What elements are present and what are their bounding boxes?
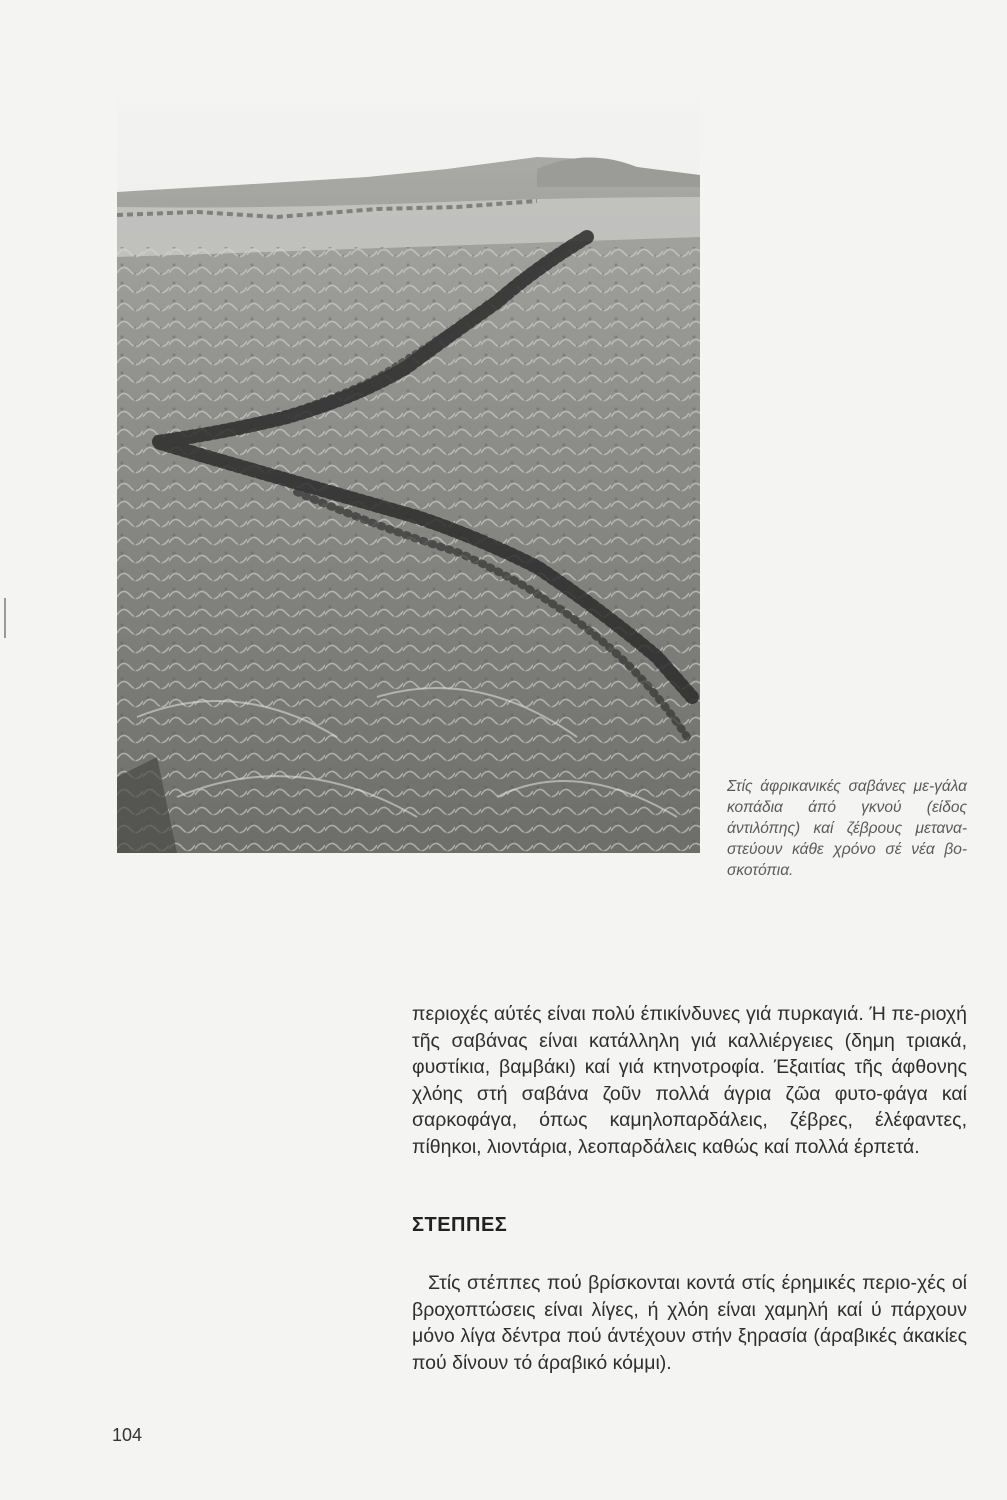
page-number: 104: [112, 1425, 143, 1445]
body-paragraph-2: Στίς στέππες πού βρίσκονται κοντά στίς έρημικές περιο-χές οί βροχοπτώσεις είναι λίγες, ή χλόη είναι χαμηλή καί ύ πάρχουν μόνο λίγα δέντρα πού άντέχουν στήν ξηρασία (άραβικές άκακίες πού δίνουν τό άραβικό κόμμι).: [412, 1272, 967, 1374]
section-heading: ΣΤΕΠΠΕΣ: [412, 1214, 508, 1236]
body-paragraph-1: περιοχές αύτές είναι πολύ έπικίνδυνες γιά πυρκαγιά. Ή πε-ριοχή τῆς σαβάνας είναι κατάλληλη γιά καλλιέργειες (δημη τριακά, φυστίκια, βαμβάκι) καί γιά κτηνοτροφία. Έξαιτίας τῆς άφθονης χλόης στή σαβάνα ζοῦν πολλά άγρια ζῶα φυτο-φάγα καί σαρκοφάγα, όπως καμηλοπαρδάλεις, ζέβρες, έλέφαντες, πίθηκοι, λιοντάρια, λεοπαρδάλεις καθώς καί πολλά έρπετά.: [412, 1003, 967, 1158]
savanna-herd-photo: [117, 97, 700, 853]
margin-mark: [4, 598, 6, 638]
photo-caption: Στίς άφρικανικές σαβάνες με-γάλα κοπάδια άπό γκνού (είδος άντιλόπης) καί ζέβρους μετανα-στεύουν κάθε χρόνο σέ νέα βο-σκοτόπια.: [727, 778, 967, 879]
photo-illustration: [117, 97, 700, 853]
